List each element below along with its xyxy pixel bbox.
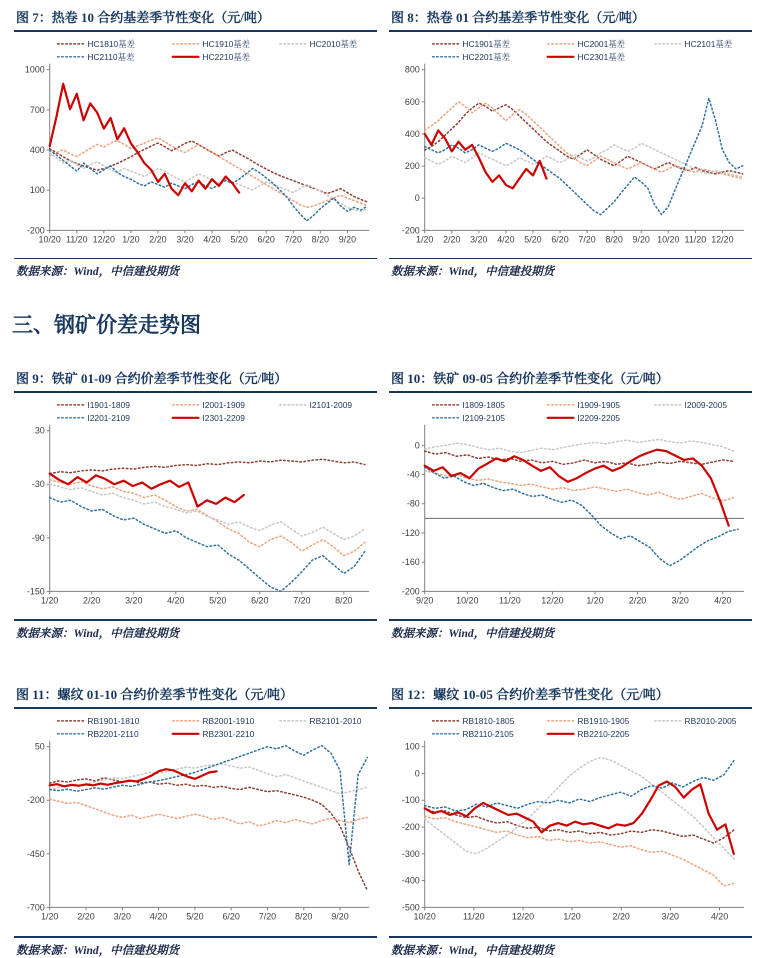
svg-text:I2109-2105: I2109-2105 [462, 412, 505, 423]
svg-text:7/20: 7/20 [578, 234, 596, 245]
svg-text:3/20: 3/20 [113, 911, 131, 922]
figure-8-source [389, 258, 752, 279]
svg-text:-200: -200 [26, 225, 45, 236]
figure-10-source [389, 619, 752, 641]
svg-text:0: 0 [414, 193, 420, 204]
svg-text:-30: -30 [31, 479, 45, 490]
svg-text:RB2110-2105: RB2110-2105 [462, 729, 514, 740]
svg-text:400: 400 [29, 145, 45, 156]
data-source-text: 数据来源：Wind，中信建投期货 [391, 266, 555, 279]
data-source-text: 数据来源：Wind，中信建投期货 [16, 266, 180, 279]
svg-text:8/20: 8/20 [311, 234, 330, 245]
svg-text:-100: -100 [401, 795, 420, 806]
svg-text:9/20: 9/20 [416, 595, 434, 606]
svg-text:100: 100 [29, 185, 45, 196]
svg-text:12/20: 12/20 [541, 595, 564, 606]
svg-text:-300: -300 [401, 849, 420, 860]
svg-text:8/20: 8/20 [295, 911, 313, 922]
svg-text:0: 0 [414, 768, 420, 779]
svg-text:-500: -500 [401, 902, 420, 913]
svg-text:-200: -200 [401, 225, 420, 236]
svg-text:1000: 1000 [24, 64, 45, 75]
svg-text:-450: -450 [26, 849, 45, 860]
svg-text:2/20: 2/20 [443, 234, 461, 245]
svg-text:11/20: 11/20 [65, 234, 88, 245]
svg-text:-200: -200 [26, 795, 45, 806]
svg-text:-400: -400 [401, 875, 420, 886]
figure-12-title: 图 12：螺纹 10-05 合约价差季节性变化（元/吨） [389, 681, 752, 709]
svg-text:8/20: 8/20 [605, 234, 623, 245]
svg-text:12/20: 12/20 [711, 234, 734, 245]
svg-text:800: 800 [404, 64, 420, 75]
svg-text:4/20: 4/20 [714, 595, 732, 606]
svg-text:HC1901基差: HC1901基差 [462, 38, 511, 49]
figure-7-chart [14, 34, 377, 252]
svg-text:2/20: 2/20 [149, 234, 167, 245]
section-heading: 三、钢矿价差走势图 [12, 313, 201, 338]
svg-text:7/20: 7/20 [284, 234, 302, 245]
figure-9 [8, 365, 383, 641]
figure-row-1 [8, 4, 758, 279]
data-source-text: 数据来源：Wind，中信建投期货 [16, 944, 180, 957]
figure-11-source [14, 936, 377, 958]
svg-text:10/20: 10/20 [38, 234, 61, 245]
svg-text:5/20: 5/20 [230, 234, 248, 245]
svg-text:5/20: 5/20 [186, 911, 204, 922]
figure-11-title: 图 11：螺纹 01-10 合约价差季节性变化（元/吨） [14, 681, 377, 709]
figure-10-title: 图 10：铁矿 09-05 合约价差季节性变化（元/吨） [389, 365, 752, 393]
svg-text:2/20: 2/20 [628, 595, 647, 606]
svg-text:11/20: 11/20 [463, 911, 485, 922]
svg-text:0: 0 [414, 440, 420, 451]
figure-8-chart [389, 34, 752, 252]
svg-text:1/20: 1/20 [41, 595, 59, 606]
figure-11-chart [14, 711, 377, 929]
svg-text:HC2301基差: HC2301基差 [577, 51, 626, 62]
data-source-text: 数据来源：Wind，中信建投期货 [391, 944, 555, 957]
svg-text:3/20: 3/20 [661, 911, 680, 922]
svg-text:7/20: 7/20 [258, 911, 277, 922]
svg-text:8/20: 8/20 [335, 595, 353, 606]
svg-text:RB1901-1810: RB1901-1810 [87, 716, 140, 727]
figure-8-title: 图 8：热卷 01 合约基差季节性变化（元/吨） [389, 4, 752, 32]
svg-text:3/20: 3/20 [671, 595, 689, 606]
svg-text:11/20: 11/20 [684, 234, 707, 245]
svg-text:1/20: 1/20 [41, 911, 59, 922]
svg-text:I2101-2009: I2101-2009 [309, 400, 353, 411]
svg-text:12/20: 12/20 [92, 234, 115, 245]
figure-11 [8, 681, 383, 957]
figure-12 [383, 681, 758, 957]
svg-text:9/20: 9/20 [338, 234, 357, 245]
svg-text:10/20: 10/20 [456, 595, 479, 606]
svg-text:-700: -700 [26, 902, 45, 913]
figure-10 [383, 365, 758, 641]
svg-text:6/20: 6/20 [251, 595, 269, 606]
svg-text:HC2001基差: HC2001基差 [577, 38, 626, 49]
svg-text:6/20: 6/20 [257, 234, 275, 245]
svg-text:I2009-2005: I2009-2005 [684, 400, 728, 411]
svg-text:3/20: 3/20 [176, 234, 194, 245]
svg-text:I1909-1905: I1909-1905 [577, 400, 620, 411]
svg-text:-120: -120 [401, 528, 420, 539]
svg-text:400: 400 [404, 128, 420, 139]
figure-10-chart [389, 395, 752, 613]
svg-text:HC2101基差: HC2101基差 [684, 38, 733, 49]
svg-text:9/20: 9/20 [331, 911, 349, 922]
svg-text:RB2001-1910: RB2001-1910 [202, 716, 255, 727]
svg-text:4/20: 4/20 [497, 234, 515, 245]
svg-text:HC2110基差: HC2110基差 [87, 51, 135, 62]
svg-text:30: 30 [34, 425, 45, 436]
svg-text:RB2201-2110: RB2201-2110 [87, 729, 139, 740]
svg-text:RB2101-2010: RB2101-2010 [309, 716, 362, 727]
data-source-text: 数据来源：Wind，中信建投期货 [16, 628, 180, 641]
svg-text:600: 600 [404, 96, 420, 107]
figure-9-title: 图 9：铁矿 01-09 合约价差季节性变化（元/吨） [14, 365, 377, 393]
svg-text:RB2210-2205: RB2210-2205 [577, 729, 630, 740]
svg-text:HC1910基差: HC1910基差 [202, 38, 251, 49]
svg-text:1/20: 1/20 [563, 911, 581, 922]
svg-text:700: 700 [29, 104, 45, 115]
svg-text:I2201-2109: I2201-2109 [87, 412, 130, 423]
svg-text:-40: -40 [406, 469, 420, 480]
svg-text:-150: -150 [26, 586, 45, 597]
figure-7-title: 图 7：热卷 10 合约基差季节性变化（元/吨） [14, 4, 377, 32]
svg-text:200: 200 [404, 161, 420, 172]
svg-text:5/20: 5/20 [209, 595, 227, 606]
svg-text:9/20: 9/20 [632, 234, 650, 245]
svg-text:I2001-1909: I2001-1909 [202, 400, 245, 411]
figure-7 [8, 4, 383, 279]
svg-text:5/20: 5/20 [524, 234, 542, 245]
svg-text:11/20: 11/20 [499, 595, 521, 606]
figure-12-chart [389, 711, 752, 929]
svg-text:I1809-1805: I1809-1805 [462, 400, 505, 411]
svg-text:4/20: 4/20 [710, 911, 729, 922]
svg-text:1/20: 1/20 [586, 595, 604, 606]
svg-text:HC2210基差: HC2210基差 [202, 51, 251, 62]
data-source-text: 数据来源：Wind，中信建投期货 [391, 628, 555, 641]
svg-text:3/20: 3/20 [470, 234, 488, 245]
svg-text:2/20: 2/20 [83, 595, 101, 606]
svg-text:HC1810基差: HC1810基差 [87, 38, 136, 49]
svg-text:-90: -90 [31, 532, 45, 543]
figure-12-source [389, 936, 752, 958]
svg-text:-80: -80 [406, 498, 420, 509]
figure-row-2 [8, 365, 758, 641]
figure-row-3 [8, 681, 758, 957]
svg-text:RB1910-1905: RB1910-1905 [577, 716, 630, 727]
svg-text:RB2301-2210: RB2301-2210 [202, 729, 255, 740]
svg-text:100: 100 [404, 742, 420, 753]
svg-text:10/20: 10/20 [413, 911, 436, 922]
figure-8 [383, 4, 758, 279]
svg-text:-160: -160 [401, 557, 420, 568]
svg-text:10/20: 10/20 [657, 234, 680, 245]
svg-text:HC2201基差: HC2201基差 [462, 51, 511, 62]
svg-text:RB1810-1805: RB1810-1805 [462, 716, 515, 727]
svg-text:7/20: 7/20 [293, 595, 311, 606]
svg-text:4/20: 4/20 [203, 234, 221, 245]
svg-text:6/20: 6/20 [222, 911, 240, 922]
svg-text:I2301-2209: I2301-2209 [202, 412, 245, 423]
svg-text:4/20: 4/20 [167, 595, 185, 606]
svg-text:I1901-1809: I1901-1809 [87, 400, 130, 411]
svg-text:HC2010基差: HC2010基差 [309, 38, 358, 49]
svg-text:2/20: 2/20 [77, 911, 95, 922]
svg-text:6/20: 6/20 [551, 234, 569, 245]
figure-9-chart [14, 395, 377, 613]
svg-text:1/20: 1/20 [122, 234, 140, 245]
svg-text:50: 50 [34, 742, 45, 753]
svg-text:1/20: 1/20 [416, 234, 434, 245]
svg-text:2/20: 2/20 [612, 911, 630, 922]
svg-text:I2209-2205: I2209-2205 [577, 412, 620, 423]
figure-7-source [14, 258, 377, 279]
svg-text:-200: -200 [401, 822, 420, 833]
svg-text:4/20: 4/20 [149, 911, 168, 922]
figure-9-source [14, 619, 377, 641]
svg-text:12/20: 12/20 [511, 911, 535, 922]
svg-text:-200: -200 [401, 586, 420, 597]
svg-text:3/20: 3/20 [125, 595, 143, 606]
svg-text:RB2010-2005: RB2010-2005 [684, 716, 737, 727]
